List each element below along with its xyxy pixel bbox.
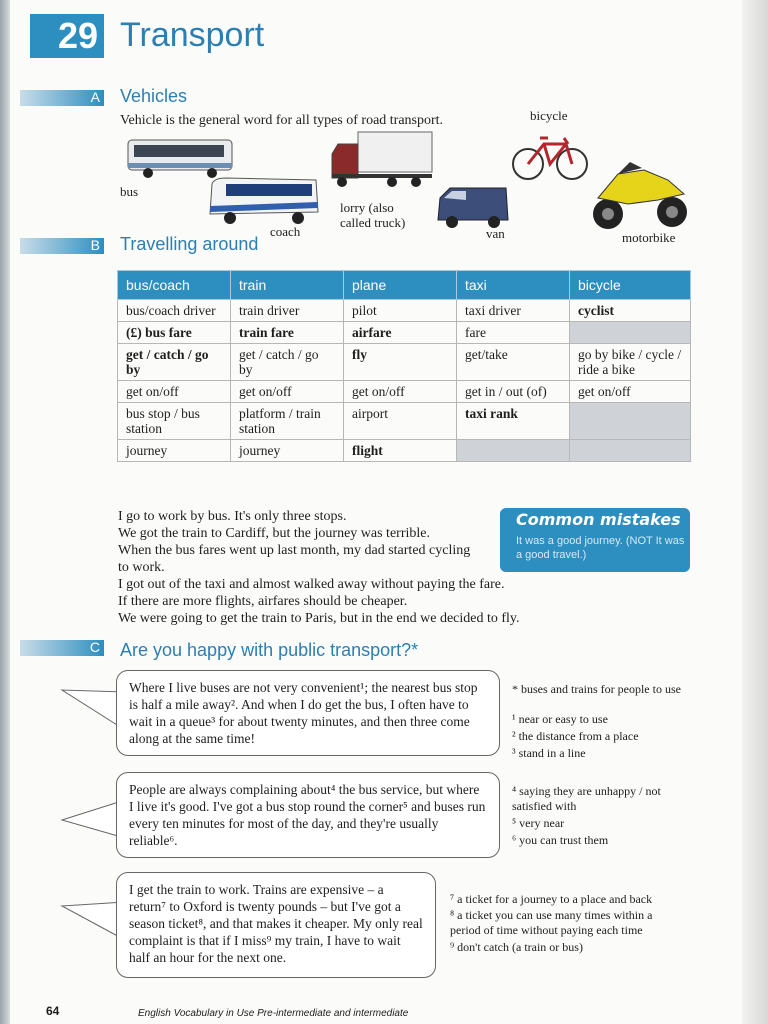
table-cell: get/take [457,344,570,381]
footnote: ³ stand in a line [512,746,586,760]
table-cell-empty [570,440,691,462]
example-sentence: I got out of the taxi and almost walked away without paying the fare. [118,577,505,592]
table-cell: platform / train station [231,403,344,440]
column-header: taxi [457,271,570,300]
table-cell: bus/coach driver [118,300,231,322]
coach-image [206,176,322,226]
table-cell: journey [118,440,231,462]
table-cell-empty [570,403,691,440]
table-row [118,403,691,440]
table-cell: airport [344,403,457,440]
table-cell: train fare [231,322,344,344]
facing-page-edge [742,0,768,1024]
column-header: bicycle [570,271,691,300]
table-cell: taxi rank [457,403,570,440]
table-cell: train driver [231,300,344,322]
section-b-title: Travelling around [120,234,259,254]
page-binding-shadow [0,0,10,1024]
bus-label: bus [120,184,139,199]
footnote: ² the distance from a place [512,729,639,743]
bicycle-label: bicycle [530,108,568,123]
common-mistakes-title: Common mistakes [516,510,681,529]
footnote: ⁵ very near [512,816,565,830]
table-cell: journey [231,440,344,462]
motorbike-label: motorbike [622,230,676,245]
unit-title: Transport [120,16,265,54]
table-row [118,440,691,462]
example-sentence: When the bus fares went up last month, my dad started cycling [118,543,471,558]
example-sentence: I go to work by bus. It's only three stops. [118,509,347,524]
table-cell: get / catch / go by [118,344,231,381]
lorry-image [330,130,434,192]
table-cell: get in / out (of) [457,381,570,403]
table-cell: get on/off [118,381,231,403]
table-cell: flight [344,440,457,462]
section-b-letter: B [90,237,100,253]
table-cell: get / catch / go by [231,344,344,381]
footnote: * buses and trains for people to use [512,682,681,696]
table-cell: cyclist [570,300,691,322]
footnote: ⁷ a ticket for a journey to a place and back [450,892,653,906]
section-c-letter: C [89,639,100,655]
table-cell: fare [457,322,570,344]
table-cell-empty [570,322,691,344]
section-c-marker [20,640,104,656]
table-cell: get on/off [570,381,691,403]
transport-vocabulary-table [117,270,691,462]
speech-bubble: Where I live buses are not very convenient¹; the nearest bus stop is half a mile away². And when I do get the bus, I often have to wait in a queue³ for about twenty minutes, and then three come along at the same time! [116,670,500,756]
motorbike-image [588,158,692,232]
van-label: van [486,226,505,241]
footnote: ⁸ a ticket you can use many times within a period of time without paying each time [450,908,653,937]
bicycle-image [510,128,590,184]
table-cell: bus stop / bus station [118,403,231,440]
section-c-title: Are you happy with public transport?* [120,640,419,660]
book-title: English Vocabulary in Use Pre-intermediate and intermediate [138,1008,409,1019]
table-cell: fly [344,344,457,381]
section-a-letter: A [90,89,100,105]
example-sentence: to work. [118,560,165,575]
table-cell: go by bike / cycle / ride a bike [570,344,691,381]
table-cell: (£) bus fare [118,322,231,344]
speech-bubble: People are always complaining about⁴ the bus service, but where I live it's good. I've got a bus stop round the corner⁵ and buses run every ten minutes for most of the day, and they're usually reliable⁶. [116,772,500,858]
table-row [118,300,691,322]
van-image [436,184,512,230]
unit-number: 29 [30,14,104,58]
column-header: bus/coach [118,271,231,300]
example-sentence: We were going to get the train to Paris, but in the end we decided to fly. [118,611,520,626]
table-cell: taxi driver [457,300,570,322]
section-a-marker [20,90,104,106]
table-cell: get on/off [344,381,457,403]
section-b-marker [20,238,104,254]
table-cell: airfare [344,322,457,344]
table-header-row [118,271,691,300]
footnote: ⁶ you can trust them [512,833,609,847]
example-sentence: If there are more flights, airfares should be cheaper. [118,594,408,609]
coach-label: coach [270,224,301,239]
table-row [118,344,691,381]
common-mistakes-text: It was a good journey. (NOT It was a good travel.) [516,535,685,561]
table-row [118,322,691,344]
section-a-title: Vehicles [120,86,188,106]
column-header: train [231,271,344,300]
speech-bubble: I get the train to work. Trains are expensive – a return⁷ to Oxford is twenty pounds – but I've got a season ticket⁸, and that makes it cheaper. My only real complaint is that if I miss⁹ my train, I have to wait half an hour for the next one. [116,872,436,978]
example-sentence: We got the train to Cardiff, but the journey was terrible. [118,526,430,541]
footnote: ⁹ don't catch (a train or bus) [450,940,583,954]
table-cell-empty [457,440,570,462]
lorry-label: lorry (also called truck) [340,200,406,230]
page-number: 64 [46,1004,60,1018]
section-a-intro: Vehicle is the general word for all types of road transport. [120,113,444,128]
table-cell: pilot [344,300,457,322]
column-header: plane [344,271,457,300]
footnote: ¹ near or easy to use [512,712,608,726]
table-row [118,381,691,403]
table-cell: get on/off [231,381,344,403]
bus-image [126,136,234,180]
footnote: ⁴ saying they are unhappy / not satisfied with [512,784,661,813]
